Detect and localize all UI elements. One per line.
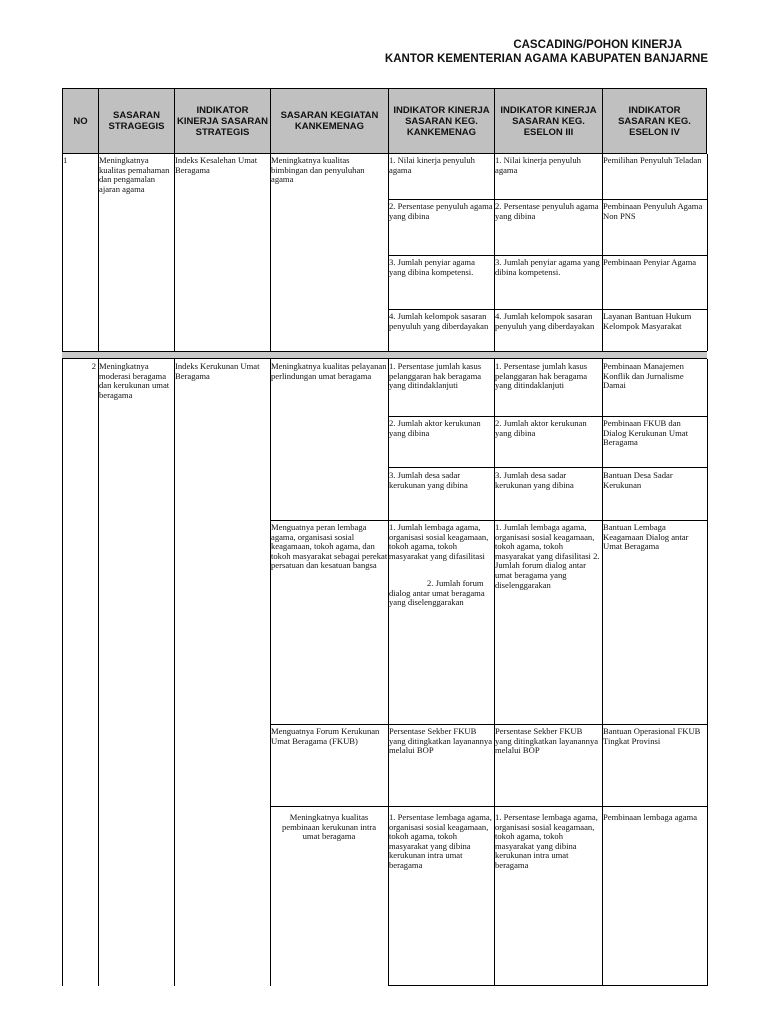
grid-line (98, 154, 99, 986)
indikator-eselon4: Layanan Bantuan Hukum Kelompok Masyarakat (603, 312, 692, 331)
indikator-eselon3: 1. Nilai kinerja penyuluh agama (495, 156, 581, 175)
indikator-kankemenag: 1. Persentase jumlah kasus pelanggaran hak beragama yang ditindaklanjuti (389, 362, 482, 391)
grid-line (602, 359, 603, 986)
grid-line (494, 359, 495, 986)
grid-line (388, 359, 389, 986)
indikator-eselon4: Pembinaan lembaga agama (603, 813, 698, 822)
grid-line (388, 199, 707, 200)
grid-line (174, 154, 175, 986)
indikator-eselon3: 1. Persentase jumlah kasus pelanggaran hak beragama yang ditindaklanjuti (495, 362, 588, 391)
header-indikator-eselon3: INDIKATOR KINERJA SASARAN KEG. ESELON III (494, 88, 602, 154)
sasaran-kegiatan: Menguatnya peran lembaga agama, organisasi sosial keagamaan, tokoh agama, dan tokoh masyarakat sebagai perekat persatuan dan kesatuan bangsa (271, 523, 388, 571)
sasaran-kegiatan: Meningkatnya kualitas bimbingan dan penyuluhan agama (271, 156, 365, 185)
indikator-kankemenag: 1. Jumlah lembaga agama, organisasi sosial keagamaan, tokoh agama, tokoh masyarakat yang difasilitasi (389, 523, 489, 561)
indikator-sasaran-strategis: Indeks Kerukunan Umat Beragama (175, 362, 260, 381)
header-indikator-eselon4: INDIKATOR SASARAN KEG. ESELON IV (602, 88, 707, 154)
header-sasaran-strategis: SASARAN STRAGEGIS (98, 88, 174, 154)
indikator-eselon4: Bantuan Operasional FKUB Tingkat Provinsi (603, 727, 701, 746)
document-subtitle: KANTOR KEMENTERIAN AGAMA KABUPATEN BANJARNE (384, 53, 708, 65)
indikator-kankemenag: 3. Jumlah penyiar agama yang dibina kompetensi. (389, 258, 475, 277)
indikator-eselon3: 3. Jumlah penyiar agama yang dibina kompetensi. (495, 258, 600, 277)
row-separator (62, 351, 707, 359)
grid-line (707, 359, 708, 986)
indikator-eselon4: Bantuan Lembaga Keagamaan Dialog antar Umat Beragama (603, 523, 689, 552)
header-indikator-sasaran-strategis: INDIKATOR KINERJA SASARAN STRATEGIS (174, 88, 270, 154)
indikator-eselon3: 1. Jumlah lembaga agama, organisasi sosial keagamaan, tokoh agama, tokoh masyarakat yang difasilitasi 2. Jumlah forum dialog antar umat beragama yang diselenggarakan (495, 523, 600, 590)
indikator-kankemenag: 3. Jumlah desa sadar kerukunan yang dibina (389, 471, 468, 490)
indikator-kankemenag: 2. Persentase penyuluh agama yang dibina (389, 202, 493, 221)
grid-line (388, 416, 707, 417)
header-no: NO (62, 88, 98, 154)
grid-line (388, 309, 707, 310)
grid-line (270, 724, 707, 725)
document-title: CASCADING/POHON KINERJA (513, 39, 682, 51)
header-indikator-kankemenag: INDIKATOR KINERJA SASARAN KEG. KANKEMENAG (388, 88, 494, 154)
indikator-eselon4: Pembinaan Penyuluh Agama Non PNS (603, 202, 703, 221)
grid-line (62, 154, 63, 986)
indikator-eselon3: Persentase Sekber FKUB yang ditingkatkan layanannya melalui BOP (495, 727, 599, 756)
sasaran-kegiatan: Meningkatnya kualitas pelayanan perlindungan umat beragama (271, 362, 387, 381)
indikator-eselon3: 4. Jumlah kelompok sasaran penyuluh yang diberdayakan (495, 312, 595, 331)
indikator-kankemenag: 2. Jumlah forum dialog antar umat beragama yang diselenggarakan (389, 579, 485, 608)
row-number: 1 (63, 156, 68, 165)
indikator-eselon3: 1. Persentase lembaga agama, organisasi sosial keagamaan, tokoh agama, tokoh masyarakat yang dibina kerukunan intra umat beragama (495, 813, 598, 870)
sasaran-strategis: Meningkatnya kualitas pemahaman dan pengamalan ajaran agama (99, 156, 170, 194)
indikator-kankemenag: 1. Nilai kinerja penyuluh agama (389, 156, 475, 175)
indikator-eselon4: Bantuan Desa Sadar Kerukunan (603, 471, 673, 490)
sasaran-kegiatan: Meningkatnya kualitas pembinaan kerukunan intra umat beragama (281, 813, 377, 842)
indikator-eselon4: Pemilihan Penyuluh Teladan (603, 156, 702, 165)
indikator-kankemenag: 4. Jumlah kelompok sasaran penyuluh yang diberdayakan (389, 312, 489, 331)
grid-line (270, 806, 707, 807)
indikator-kankemenag: Persentase Sekber FKUB yang ditingkatkan layanannya melalui BOP (389, 727, 493, 756)
sasaran-kegiatan: Menguatnya Forum Kerukunan Umat Beragama (FKUB) (271, 727, 380, 746)
grid-line (388, 985, 707, 986)
row-number: 2 (91, 362, 96, 371)
grid-line (388, 255, 707, 256)
indikator-eselon3: 3. Jumlah desa sadar kerukunan yang dibina (495, 471, 574, 490)
grid-line (270, 520, 707, 521)
indikator-sasaran-strategis: Indeks Kesalehan Umat Beragama (175, 156, 258, 175)
sasaran-strategis: Meningkatnya moderasi beragama dan kerukunan umat beragama (99, 362, 170, 400)
indikator-eselon4: Pembinaan Manajemen Konflik dan Jurnalisme Damai (603, 362, 684, 391)
indikator-eselon4: Pembinaan Penyiar Agama (603, 258, 697, 267)
indikator-eselon3: 2. Persentase penyuluh agama yang dibina (495, 202, 599, 221)
header-sasaran-kegiatan: SASARAN KEGIATAN KANKEMENAG (270, 88, 388, 154)
indikator-eselon4: Pembinaan FKUB dan Dialog Kerukunan Umat Beragama (603, 419, 688, 448)
indikator-eselon3: 2. Jumlah aktor kerukunan yang dibina (495, 419, 587, 438)
indikator-kankemenag: 1. Persentase lembaga agama, organisasi sosial keagamaan, tokoh agama, tokoh masyarakat yang dibina kerukunan intra umat beragama (389, 813, 492, 870)
grid-line (388, 467, 707, 468)
grid-line (707, 154, 708, 351)
indikator-kankemenag: 2. Jumlah aktor kerukunan yang dibina (389, 419, 481, 438)
